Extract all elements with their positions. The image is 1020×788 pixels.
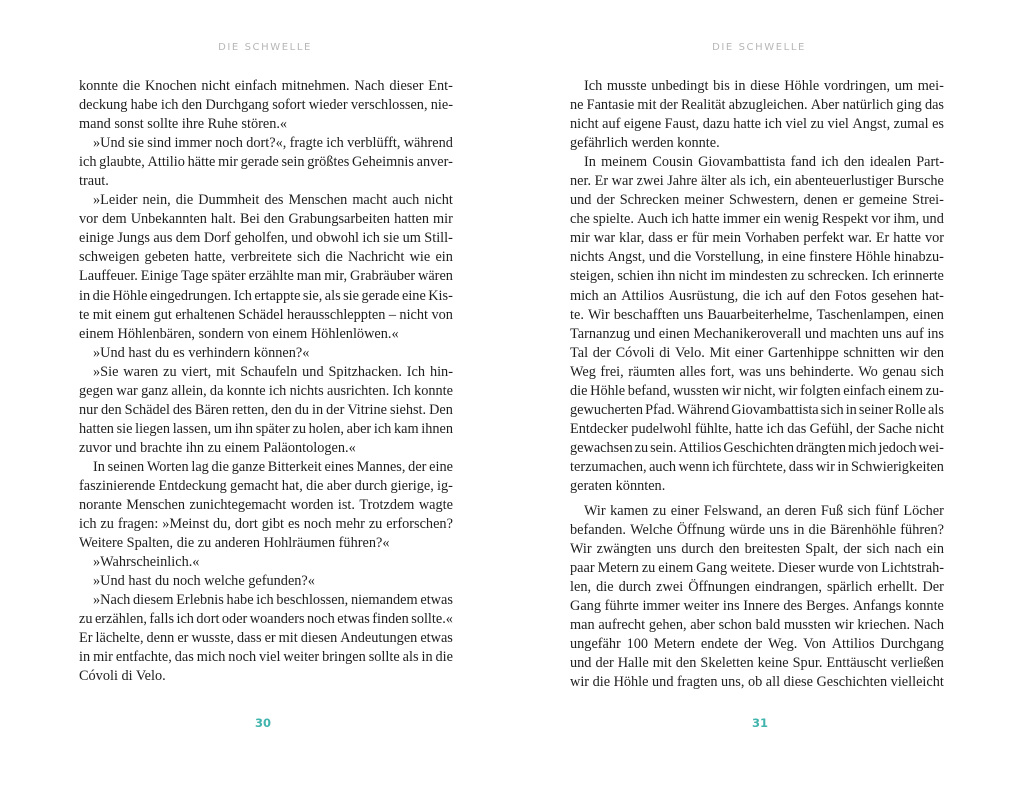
text-line: befanden. Welche Öffnung würde uns in die Bärenhöhle führen?	[570, 522, 944, 539]
text-line: che spielte. Auch ich hatte immer ein wenig Respekt vor ihm, und	[570, 211, 944, 228]
text-line: ner. Er war zwei Jahre älter als ich, ein abenteuerlustiger Bursche	[570, 173, 944, 190]
body-text	[79, 77, 453, 687]
text-line: Weitere Spalten, die zu anderen Hohlräumen führen?«	[79, 535, 390, 552]
text-line: In meinem Cousin Giovambattista fand ich den idealen Part-	[584, 154, 944, 171]
text-line: »Sie waren zu viert, mit Schaufeln und Spitzhacken. Ich hin-	[93, 363, 453, 380]
text-line: In seinen Worten lag die ganze Bitterkeit eines Mannes, der eine	[93, 458, 453, 475]
text-line: »Und hast du es verhindern können?«	[93, 344, 310, 361]
text-line: ich zu fragen: »Meinst du, dort gibt es noch mehr zu erforschen?	[79, 516, 453, 533]
text-line: hatten sie liegen lassen, um ihn später zu holen, aber ich kam ihnen	[79, 420, 453, 437]
text-line: Tal der Cóvoli di Velo. Mit einer Gartenhippe schnitten wir den	[570, 344, 944, 361]
text-line: mand sonst sollte ihre Ruhe stören.«	[79, 116, 288, 133]
text-line: und der Halle mit den Skeletten keine Spur. Enttäuscht verließen	[570, 655, 944, 672]
text-line: man aufrecht gehen, aber schon bald mussten wir kriechen. Nach	[570, 617, 944, 634]
text-line: schweigen gebeten hatte, verbreitete sich die Nachricht wie ein	[79, 249, 453, 266]
text-line: len, die durch zwei Öffnungen eindrangen, spärlich erhellt. Der	[570, 579, 944, 596]
text-line: konnte die Knochen nicht einfach mitnehmen. Nach dieser Ent-	[79, 78, 453, 94]
page-number: 30	[254, 716, 271, 730]
text-line: norante Menschen zunichtegemacht worden ist. Trotzdem wagte	[79, 497, 453, 514]
text-line: Lauffeuer. Einige Tage später erzählte man mir, Grabräuber wären	[79, 268, 453, 285]
text-line: mir war klar, dass er für mein Vorhaben perfekt war. Er hatte vor	[570, 230, 944, 247]
text-line: zu erzählen, falls ich dort oder woanders noch etwas finden sollte.«	[79, 611, 453, 628]
text-line: Weg frei, räumten alles fort, was uns behinderte. Wo genau sich	[570, 363, 944, 380]
text-line: Cóvoli di Velo.	[79, 668, 166, 685]
text-line: mich an Attilios Ausrüstung, die ich auf den Fotos gesehen hat-	[570, 287, 944, 304]
text-line: zuvor und brachte ihn zu einem Paläontologen.«	[79, 439, 356, 456]
text-line: vor dem Unbekannten halt. Bei den Grabungsarbeiten hatten mir	[79, 211, 453, 228]
text-line: in mir entfachte, das mich noch viel weiter bringen sollte als in die	[79, 649, 453, 666]
running-head: DIE SCHWELLE	[218, 42, 312, 53]
text-line: nicht auf eigene Faust, dazu hatte ich viel zu viel Angst, zumal es	[570, 116, 944, 133]
text-line: gewucherten Pfad. Während Giovambattista sich in seiner Rolle als	[570, 401, 944, 418]
text-line: Er lächelte, denn er wusste, dass er mit diesen Andeutungen etwas	[79, 630, 453, 647]
text-line: gefährlich werden konnte.	[570, 135, 720, 152]
text-line: »Und hast du noch welche gefunden?«	[93, 573, 315, 590]
text-line: traut.	[79, 173, 109, 190]
text-line: wir die Höhle und fragten uns, ob all diese Geschichten vielleicht	[570, 674, 944, 691]
text-line: gegen war ganz allein, da konnte ich nichts ausrichten. Ich konnte	[79, 382, 453, 399]
text-line: »Und sie sind immer noch dort?«, fragte ich verblüfft, während	[93, 135, 453, 152]
right-page	[510, 0, 1020, 788]
text-line: ungefähr 100 Metern endete der Weg. Von Attilios Durchgang	[570, 636, 944, 653]
text-line: Entdecker pudelwohl fühlte, hatte ich das Gefühl, der Sache nicht	[570, 420, 944, 437]
text-line: »Wahrscheinlich.«	[93, 554, 200, 571]
text-line: Wir zwängten uns durch den breitesten Spalt, der sich nach ein	[570, 541, 944, 558]
text-line: Wir kamen zu einer Felswand, an deren Fuß sich fünf Löcher	[584, 503, 944, 520]
text-line: te mit einem gut erhaltenen Schädel herausschleppten – nicht von	[79, 306, 453, 323]
text-line: ich glaubte, Attilio hätte mir gerade sein größtes Geheimnis anver-	[79, 154, 453, 171]
text-line: paar Metern zu einem Gang weitete. Dieser wurde von Lichtstrah-	[570, 560, 944, 577]
text-line: »Leider nein, die Dummheit des Menschen macht auch nicht	[93, 192, 453, 209]
text-line: in die Höhle eingedrungen. Ich ertappte sie, als sie gerade eine Kis-	[79, 287, 453, 304]
page-number: 31	[751, 716, 768, 730]
text-line: ne Fantasie mit der Realität abzugleichen. Aber natürlich ging das	[570, 97, 944, 114]
text-line: nichts Angst, und die Vorstellung, in eine finstere Höhle hinabzu-	[570, 249, 944, 266]
body-text	[570, 77, 944, 693]
running-head: DIE SCHWELLE	[712, 42, 806, 53]
text-line: steigen, schien ihn nicht im mindesten zu schrecken. Ich erinnerte	[570, 268, 944, 285]
text-line: einem Höhlenbären, sondern von einem Höhlenlöwen.«	[79, 325, 399, 342]
text-line: terzumachen, auch wenn ich fürchtete, dass wir in Schwierigkeiten	[570, 458, 944, 475]
text-line: Gang führte immer weiter ins Innere des Berges. Anfangs konnte	[570, 598, 944, 615]
text-line: faszinierende Entdeckung gemacht hat, die aber durch gierige, ig-	[79, 477, 453, 494]
text-line: Ich musste unbedingt bis in diese Höhle vordringen, um mei-	[584, 78, 944, 94]
text-line: und der Schrecken meiner Schwestern, denen er gemeine Strei-	[570, 192, 944, 209]
text-line: gewachsen zu sein. Attilios Geschichten drängten mich jedoch wei-	[570, 439, 944, 456]
text-line: die Höhle befand, wussten wir nicht, wir folgten einfach einem zu-	[570, 382, 944, 399]
text-line: einige Jungs aus dem Dorf geholfen, und obwohl ich sie um Still-	[79, 230, 453, 247]
text-line: deckung habe ich den Durchgang sofort wieder verschlossen, nie-	[79, 97, 453, 114]
text-line: te. Wir beschafften uns Bauarbeiterhelme, Taschenlampen, einen	[570, 306, 944, 323]
text-line: Tarnanzug und einen Mechanikeroverall und machten uns auf ins	[570, 325, 944, 342]
text-line: nur den Schädel des Bären retten, den du in der Vitrine siehst. Den	[79, 401, 453, 418]
text-line: geraten könnten.	[570, 477, 666, 494]
text-line: »Nach diesem Erlebnis habe ich beschlossen, niemandem etwas	[93, 592, 453, 609]
